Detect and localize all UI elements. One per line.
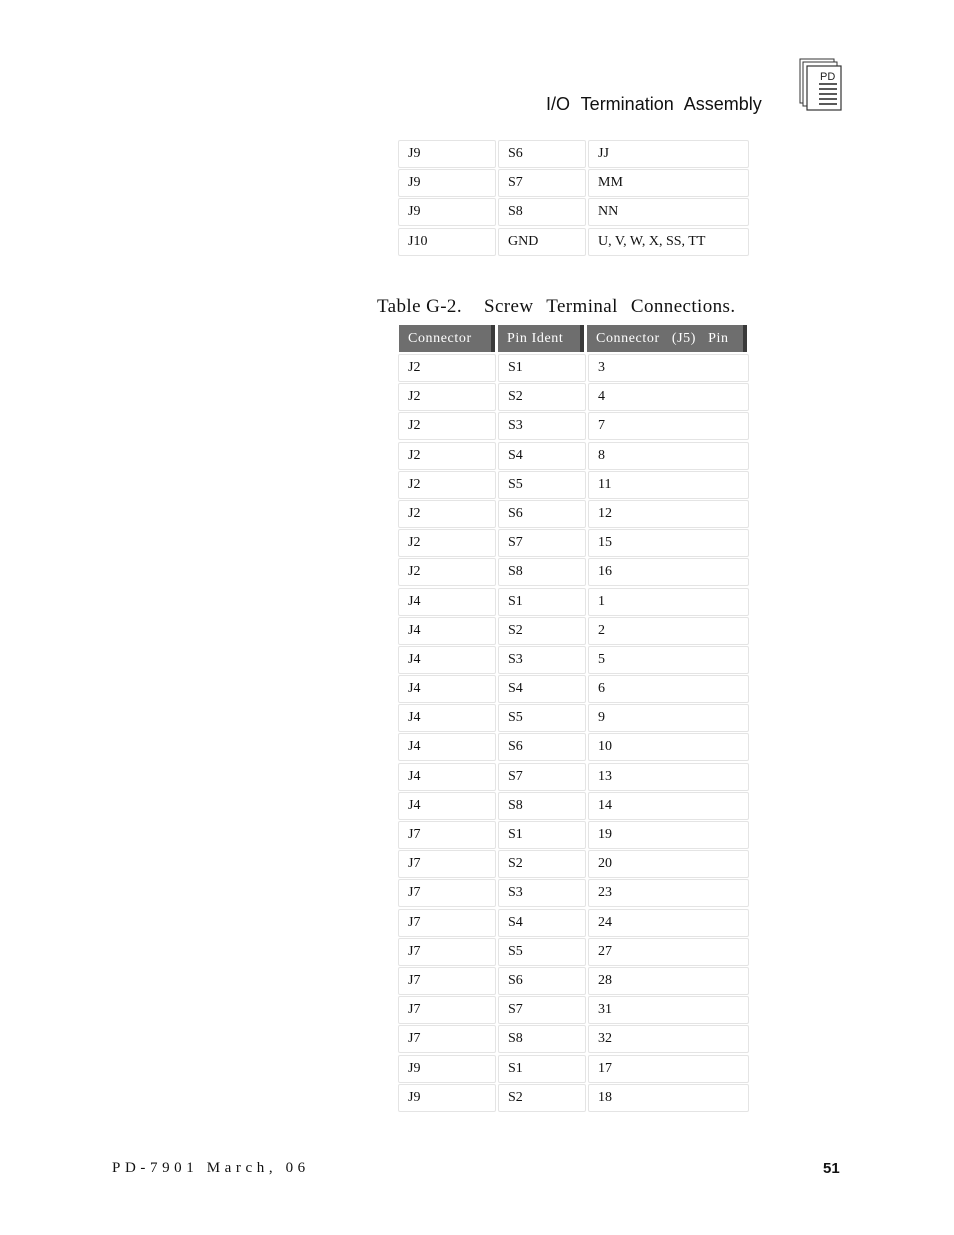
table-row bbox=[398, 1025, 750, 1054]
cell-pin: 20 bbox=[588, 850, 749, 878]
cell-connector: J7 bbox=[398, 967, 496, 995]
cell-pin: 28 bbox=[588, 967, 749, 995]
table-caption-number: Table G-2. bbox=[377, 296, 462, 317]
cell-pin-ident: S5 bbox=[498, 704, 586, 732]
cell-pin-ident: S6 bbox=[498, 967, 586, 995]
cell-connector: J7 bbox=[398, 821, 496, 849]
cell-connector: J2 bbox=[398, 442, 496, 470]
cell-pin: 1 bbox=[588, 588, 749, 616]
table-row bbox=[398, 617, 750, 646]
cell-pin-ident: S7 bbox=[498, 763, 586, 791]
table-row bbox=[398, 354, 750, 383]
cell-pin: 31 bbox=[588, 996, 749, 1024]
table-row bbox=[398, 471, 750, 500]
table-row bbox=[398, 850, 750, 879]
continued-connections-table bbox=[398, 140, 750, 257]
cell-pin-ident: S7 bbox=[498, 529, 586, 557]
table-row bbox=[398, 675, 750, 704]
cell-pin: 13 bbox=[588, 763, 749, 791]
cell-pin: 10 bbox=[588, 733, 749, 761]
table-row bbox=[398, 558, 750, 587]
column-header-connector: Connector bbox=[399, 325, 495, 352]
cell-pin: 17 bbox=[588, 1055, 749, 1083]
cell-pin-ident: S7 bbox=[498, 169, 586, 197]
cell-connector: J2 bbox=[398, 558, 496, 586]
cell-pin: 12 bbox=[588, 500, 749, 528]
cell-connector: J9 bbox=[398, 198, 496, 226]
cell-pin-ident: S5 bbox=[498, 471, 586, 499]
table-row bbox=[398, 996, 750, 1025]
cell-pin-ident: S3 bbox=[498, 412, 586, 440]
table-row bbox=[398, 529, 750, 558]
cell-connector: J4 bbox=[398, 588, 496, 616]
cell-connector: J9 bbox=[398, 140, 496, 168]
cell-pin-ident: S4 bbox=[498, 909, 586, 937]
cell-pin-ident: S2 bbox=[498, 1084, 586, 1112]
cell-connector: J2 bbox=[398, 412, 496, 440]
cell-connector: J7 bbox=[398, 879, 496, 907]
cell-pin: 16 bbox=[588, 558, 749, 586]
cell-pin: U, V, W, X, SS, TT bbox=[588, 228, 749, 256]
cell-pin-ident: S1 bbox=[498, 588, 586, 616]
table-row bbox=[398, 821, 750, 850]
cell-connector: J2 bbox=[398, 500, 496, 528]
table-caption bbox=[377, 296, 735, 318]
table-row bbox=[398, 763, 750, 792]
logo-text: PD bbox=[820, 71, 836, 83]
cell-pin: NN bbox=[588, 198, 749, 226]
cell-connector: J4 bbox=[398, 704, 496, 732]
table-row bbox=[398, 704, 750, 733]
table-row bbox=[398, 967, 750, 996]
cell-pin-ident: S2 bbox=[498, 383, 586, 411]
cell-pin-ident: S4 bbox=[498, 442, 586, 470]
cell-connector: J4 bbox=[398, 675, 496, 703]
cell-pin: 11 bbox=[588, 471, 749, 499]
table-row bbox=[398, 140, 750, 169]
cell-connector: J7 bbox=[398, 850, 496, 878]
cell-connector: J7 bbox=[398, 1025, 496, 1053]
cell-pin-ident: S7 bbox=[498, 996, 586, 1024]
cell-pin: 9 bbox=[588, 704, 749, 732]
cell-pin-ident: S5 bbox=[498, 938, 586, 966]
cell-pin: 3 bbox=[588, 354, 749, 382]
table-row bbox=[398, 792, 750, 821]
cell-pin-ident: S1 bbox=[498, 354, 586, 382]
cell-pin-ident: S8 bbox=[498, 198, 586, 226]
cell-pin-ident: GND bbox=[498, 228, 586, 256]
cell-pin-ident: S3 bbox=[498, 879, 586, 907]
cell-pin: 23 bbox=[588, 879, 749, 907]
cell-connector: J2 bbox=[398, 354, 496, 382]
table-caption-text: Screw Terminal Connections. bbox=[483, 296, 736, 317]
table-row bbox=[398, 588, 750, 617]
cell-pin-ident: S6 bbox=[498, 140, 586, 168]
cell-connector: J10 bbox=[398, 228, 496, 256]
cell-pin-ident: S4 bbox=[498, 675, 586, 703]
footer-doc-id: PD-7901 March, 06 bbox=[112, 1160, 310, 1176]
cell-pin-ident: S6 bbox=[498, 733, 586, 761]
cell-pin: 15 bbox=[588, 529, 749, 557]
cell-pin: 24 bbox=[588, 909, 749, 937]
table-header-row bbox=[399, 325, 747, 354]
cell-pin-ident: S8 bbox=[498, 792, 586, 820]
cell-connector: J7 bbox=[398, 996, 496, 1024]
footer-page-number: 51 bbox=[823, 1160, 840, 1177]
cell-connector: J7 bbox=[398, 909, 496, 937]
column-header-pin-ident: Pin Ident bbox=[498, 325, 584, 352]
cell-pin-ident: S2 bbox=[498, 617, 586, 645]
cell-pin: 5 bbox=[588, 646, 749, 674]
table-row bbox=[398, 1084, 750, 1113]
cell-pin-ident: S3 bbox=[498, 646, 586, 674]
table-row bbox=[398, 733, 750, 762]
cell-connector: J4 bbox=[398, 733, 496, 761]
cell-pin-ident: S1 bbox=[498, 821, 586, 849]
cell-pin: 27 bbox=[588, 938, 749, 966]
cell-pin: 14 bbox=[588, 792, 749, 820]
table-row bbox=[398, 442, 750, 471]
page-header-title: I/O Termination Assembly bbox=[546, 94, 762, 114]
cell-connector: J9 bbox=[398, 1055, 496, 1083]
table-row bbox=[398, 228, 750, 257]
column-header-j5-pin: Connector (J5) Pin bbox=[587, 325, 747, 352]
cell-connector: J4 bbox=[398, 763, 496, 791]
cell-connector: J2 bbox=[398, 529, 496, 557]
cell-pin-ident: S8 bbox=[498, 1025, 586, 1053]
cell-pin: 7 bbox=[588, 412, 749, 440]
cell-pin: 32 bbox=[588, 1025, 749, 1053]
cell-pin: 18 bbox=[588, 1084, 749, 1112]
table-row bbox=[398, 198, 750, 227]
cell-pin: JJ bbox=[588, 140, 749, 168]
cell-pin-ident: S2 bbox=[498, 850, 586, 878]
table-row bbox=[398, 383, 750, 412]
table-row bbox=[398, 646, 750, 675]
cell-connector: J4 bbox=[398, 646, 496, 674]
table-row bbox=[398, 412, 750, 441]
cell-connector: J9 bbox=[398, 169, 496, 197]
cell-pin: 4 bbox=[588, 383, 749, 411]
table-row bbox=[398, 879, 750, 908]
cell-connector: J2 bbox=[398, 383, 496, 411]
cell-connector: J2 bbox=[398, 471, 496, 499]
table-row bbox=[398, 909, 750, 938]
cell-pin: 8 bbox=[588, 442, 749, 470]
screw-terminal-connections-table bbox=[398, 354, 750, 1113]
cell-pin-ident: S1 bbox=[498, 1055, 586, 1083]
cell-connector: J9 bbox=[398, 1084, 496, 1112]
cell-connector: J7 bbox=[398, 938, 496, 966]
pd-document-logo-icon bbox=[799, 58, 843, 112]
cell-connector: J4 bbox=[398, 792, 496, 820]
cell-pin-ident: S6 bbox=[498, 500, 586, 528]
cell-pin: 19 bbox=[588, 821, 749, 849]
table-row bbox=[398, 938, 750, 967]
cell-pin-ident: S8 bbox=[498, 558, 586, 586]
table-row bbox=[398, 169, 750, 198]
table-row bbox=[398, 1055, 750, 1084]
cell-connector: J4 bbox=[398, 617, 496, 645]
cell-pin: 6 bbox=[588, 675, 749, 703]
cell-pin: 2 bbox=[588, 617, 749, 645]
cell-pin: MM bbox=[588, 169, 749, 197]
table-row bbox=[398, 500, 750, 529]
